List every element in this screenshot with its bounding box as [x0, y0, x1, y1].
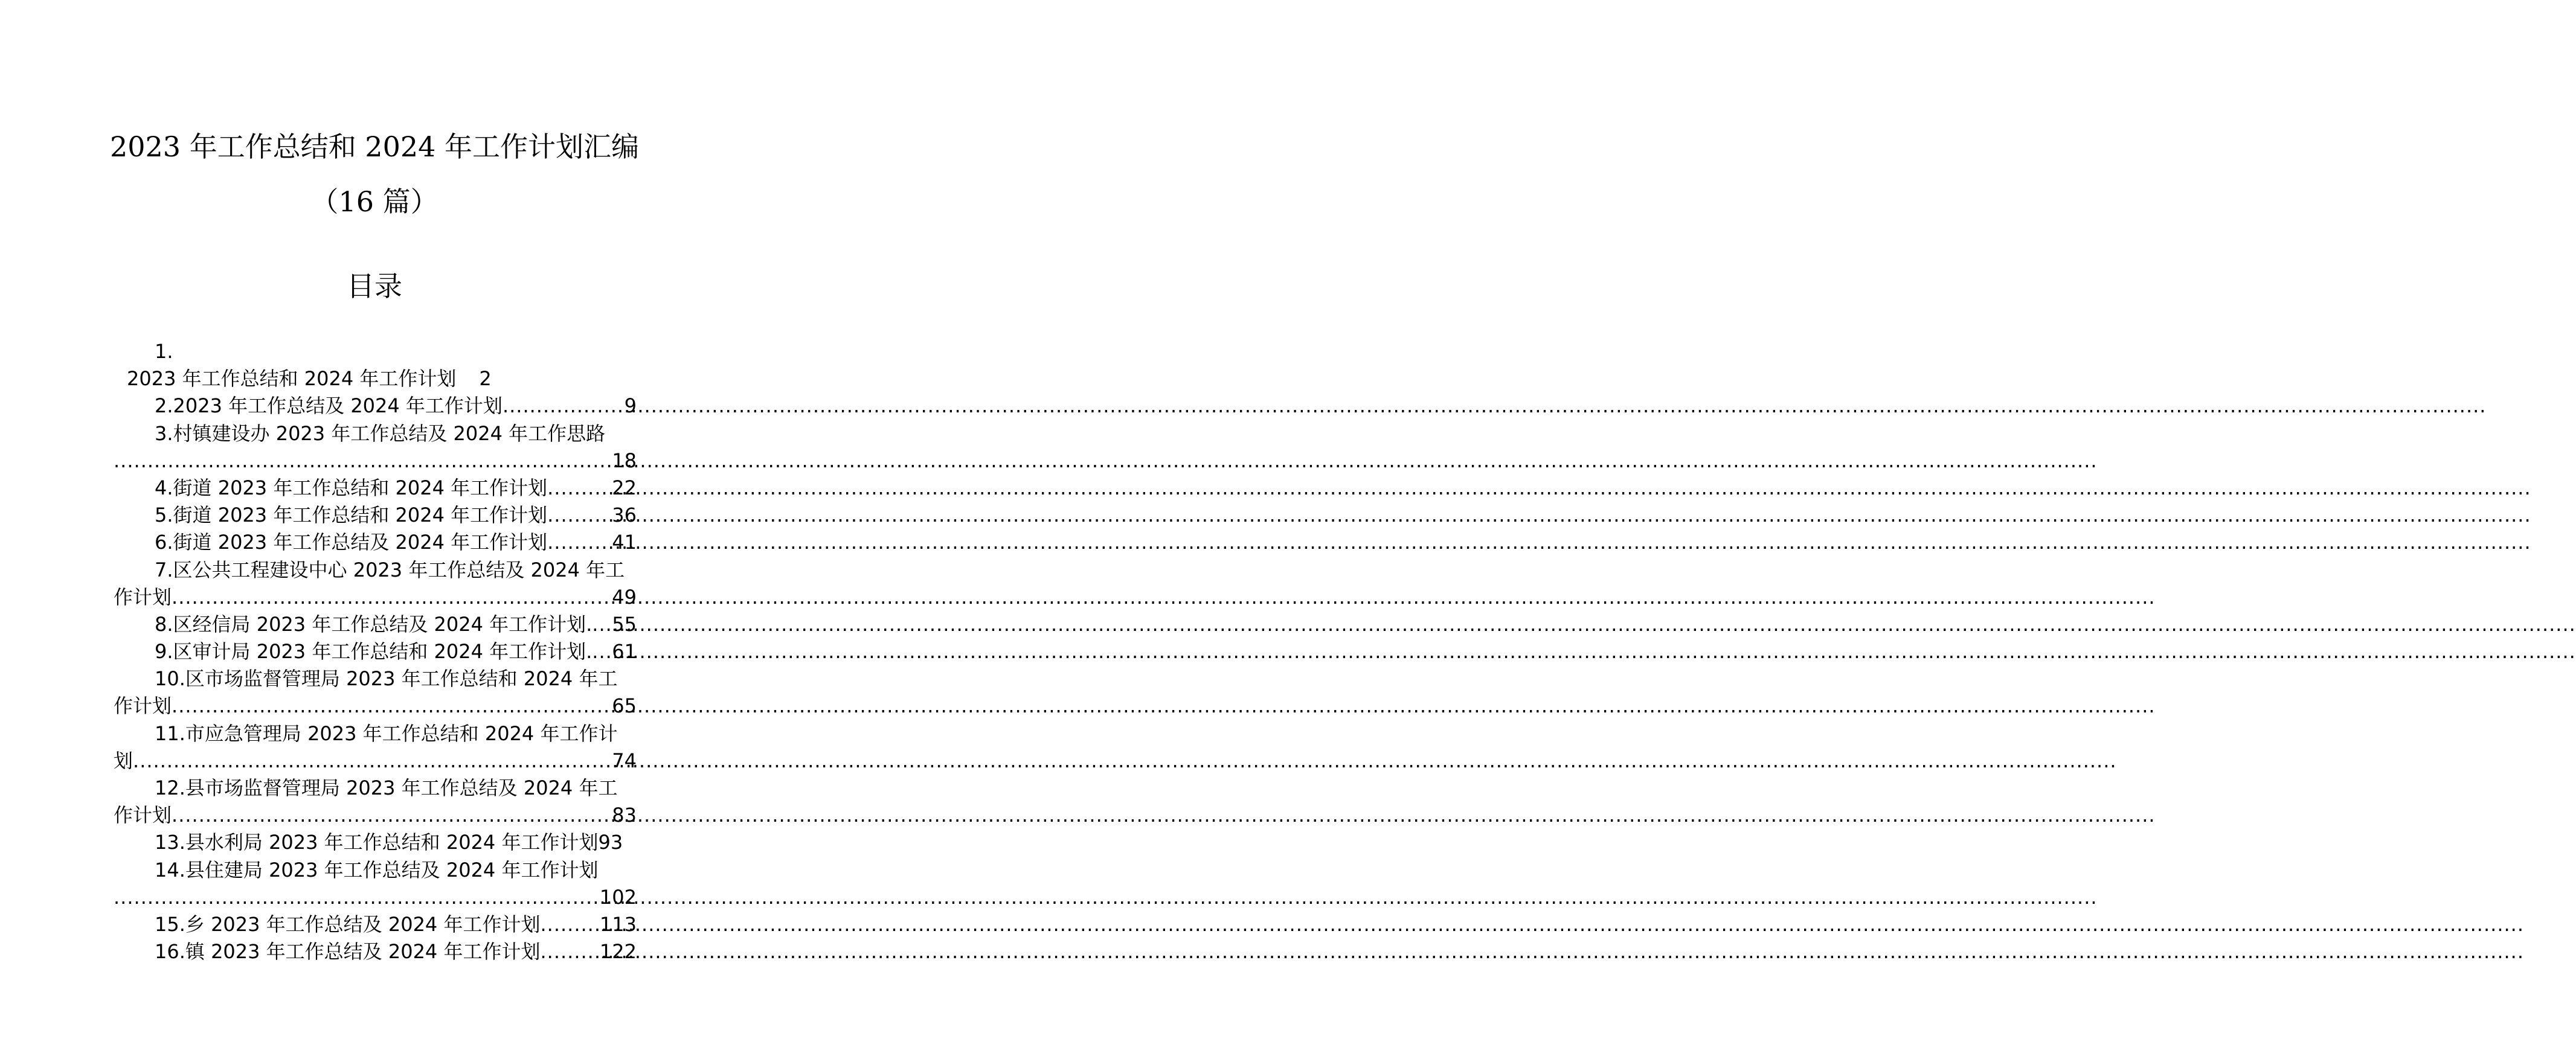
toc-entry-title: 8.区经信局 2023 年工作总结及 2024 年工作计划.: [155, 612, 593, 636]
toc-leader-dots: [133, 747, 612, 775]
toc-entry-title: 6.街道 2023 年工作总结及 2024 年工作计划: [155, 531, 548, 554]
toc-page-number: 22: [612, 476, 637, 499]
toc-entry-title: 11.市应急管理局 2023 年工作总结和 2024 年工作计: [155, 721, 618, 745]
toc-entry-16[interactable]: [114, 938, 637, 965]
toc-leader-dots: [172, 584, 612, 611]
toc-leader-dots: [592, 611, 612, 638]
toc-entry-title: 3.村镇建设办 2023 年工作总结及 2024 年工作思路: [155, 421, 606, 445]
toc-page-number: 61: [612, 640, 637, 664]
toc-entry-4[interactable]: [114, 475, 637, 502]
toc-page-number: 49: [612, 585, 637, 609]
toc-leader-dots: [547, 502, 612, 529]
toc-entry-title: 16.镇 2023 年工作总结及 2024 年工作计划: [155, 940, 541, 964]
toc-entry-title: 13.县水利局 2023 年工作总结和 2024 年工作计划: [155, 831, 599, 854]
toc-entry-14[interactable]: [114, 857, 637, 911]
toc-entry-title: 4.街道 2023 年工作总结和 2024 年工作计划: [155, 476, 548, 499]
toc-entry-8[interactable]: [114, 611, 637, 638]
toc-entry-1[interactable]: [114, 338, 637, 392]
toc-leader-dots: [114, 884, 600, 911]
table-of-contents: [114, 338, 637, 965]
toc-leader-dots: [547, 475, 612, 502]
toc-page-number: 93: [598, 831, 623, 854]
toc-leader-dots: [172, 802, 612, 829]
toc-page-number: 55: [612, 612, 637, 636]
document-page: [0, 0, 749, 1059]
toc-entry-title: 15.乡 2023 年工作总结及 2024 年工作计划: [155, 912, 541, 936]
toc-entry-6[interactable]: [114, 529, 637, 556]
toc-entry-9[interactable]: [114, 638, 637, 665]
document-title: 2023 年工作总结和 2024 年工作计划汇编: [110, 130, 639, 163]
toc-page-number: 102: [599, 885, 637, 909]
toc-entry-10[interactable]: [114, 665, 637, 720]
toc-page-number: 83: [612, 804, 637, 827]
toc-entry-title-continued: 作计划: [114, 585, 172, 609]
toc-entry-5[interactable]: [114, 502, 637, 529]
toc-entry-2[interactable]: [114, 392, 637, 420]
toc-entry-3[interactable]: [114, 420, 637, 475]
toc-page-number: 113: [599, 912, 637, 936]
toc-entry-title: 5.街道 2023 年工作总结和 2024 年工作计划: [155, 504, 548, 527]
toc-page-number: 74: [612, 749, 637, 772]
toc-entry-title: 7.区公共工程建设中心 2023 年工作总结及 2024 年工: [155, 558, 625, 581]
toc-entry-number: 1.: [155, 340, 173, 363]
toc-entry-title: 10.区市场监督管理局 2023 年工作总结和 2024 年工: [155, 667, 618, 691]
toc-leader-dots: [547, 529, 612, 556]
toc-heading: 目录: [347, 270, 402, 302]
toc-leader-dots: [114, 447, 612, 475]
toc-page-number: 36: [612, 504, 637, 527]
toc-leader-dots: [540, 911, 599, 938]
toc-entry-title: 14.县住建局 2023 年工作总结及 2024 年工作计划: [155, 858, 599, 881]
toc-entry-15[interactable]: [114, 911, 637, 938]
toc-leader-dots: [592, 638, 612, 665]
toc-page-number: 41: [612, 531, 637, 554]
toc-entry-title: 2.2023 年工作总结及 2024 年工作计划: [155, 394, 503, 418]
toc-leader-dots: [503, 392, 625, 420]
toc-entry-12[interactable]: [114, 775, 637, 829]
toc-page-number: 65: [612, 694, 637, 718]
toc-page-number: 18: [612, 449, 637, 472]
toc-entry-title-continued: 作计划: [114, 804, 172, 827]
toc-entry-13[interactable]: [114, 829, 637, 856]
toc-entry-title: 2023 年工作总结和 2024 年工作计划: [127, 367, 457, 391]
toc-leader-dots: [540, 938, 599, 965]
toc-entry-title: 12.县市场监督管理局 2023 年工作总结及 2024 年工: [155, 776, 618, 799]
toc-entry-11[interactable]: [114, 720, 637, 775]
toc-entry-title-continued: 划: [114, 749, 133, 772]
document-subtitle: （16 篇）: [310, 185, 438, 218]
toc-page-number: 9: [624, 394, 637, 418]
toc-entry-7[interactable]: [114, 557, 637, 611]
toc-page-number: 2: [479, 367, 492, 391]
toc-leader-dots: [172, 693, 612, 720]
toc-entry-title: 9.区审计局 2023 年工作总结和 2024 年工作计划.: [155, 640, 593, 664]
toc-page-number: 122: [599, 940, 637, 964]
toc-entry-title-continued: 作计划: [114, 694, 172, 718]
